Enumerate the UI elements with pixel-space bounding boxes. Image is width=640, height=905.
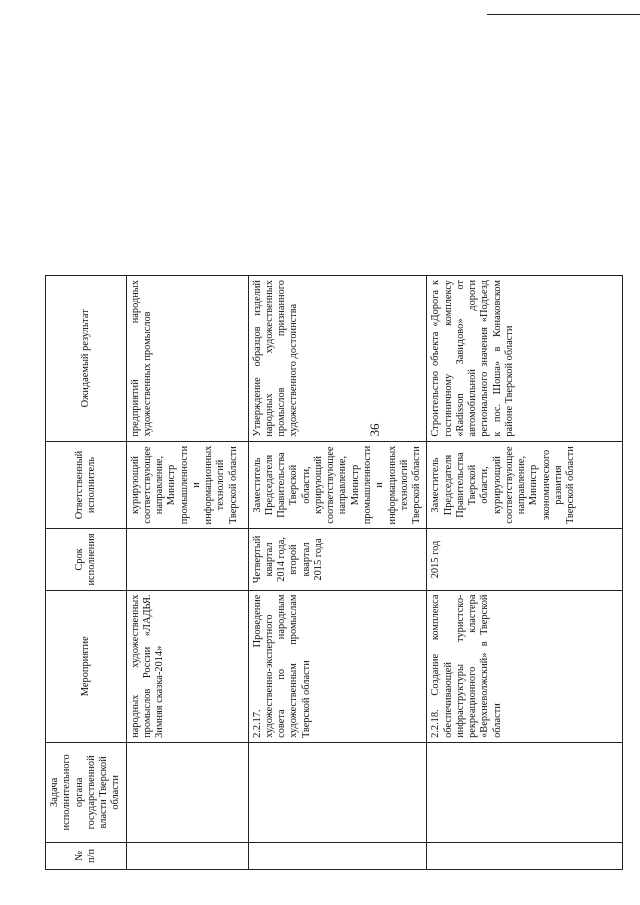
cell-task: [126, 742, 248, 842]
cell-result: Утверждение образцов изделий народных художественных промыслов признанного художественного достоинства: [248, 276, 427, 442]
header-result: Ожидаемый результат: [46, 276, 127, 442]
document-frame: [45, 34, 640, 863]
cell-result: предприятий народных художественных промыслов: [126, 276, 248, 442]
cell-num: [126, 842, 248, 869]
cell-result: Строительство объекта «Дорога к гостиничному комплексу «Radisson Завидово» от автомобильной дороги регионального значения «Подъезд к пос. Шоша» в Конаковском районе Тверской области: [427, 276, 623, 442]
table-row: [427, 276, 623, 870]
page-number: 36: [367, 423, 382, 437]
cell-event: 2.2.18. Создание комплекса обеспечивающей инфраструктуры туристско-рекреационного кластера «Верхневолжский» в Тверской области: [427, 590, 623, 742]
cell-num: [248, 842, 427, 869]
table-header-row: [46, 276, 127, 870]
measures-table: [45, 275, 623, 870]
cell-responsible: Заместитель Председателя Правительства Тверской области, курирующий соответствующее направление, Министр промышленности и информационных технологий Тверской области: [248, 441, 427, 529]
cell-num: [427, 842, 623, 869]
cell-task: [248, 742, 427, 842]
header-event: Мероприятие: [46, 590, 127, 742]
header-responsible: Ответственный исполнитель: [46, 441, 127, 529]
cell-responsible: Заместитель Председателя Правительства Тверской области, курирующий соответствующее направление, Министр экономического развития Тверской области: [427, 441, 623, 529]
header-task: Задача исполнительного органа государственной власти Тверской области: [46, 742, 127, 842]
cell-event: народных художественных промыслов России «ЛАДЬЯ. Зимняя сказка-2014»: [126, 590, 248, 742]
cell-term: 2015 год: [427, 529, 623, 590]
cell-event: 2.2.17. Проведение художественно-экспертного совета по народным художественным промыслам Тверской области: [248, 590, 427, 742]
cell-responsible: курирующий соответствующее направление, Министр промышленности и информационных технологий Тверской области: [126, 441, 248, 529]
table-row: [126, 276, 248, 870]
header-term: Срок исполнения: [46, 529, 127, 590]
top-rule: [487, 14, 640, 15]
header-num: № п/п: [46, 842, 127, 869]
cell-term: Четвертый квартал 2014 года, второй квартал 2015 года: [248, 529, 427, 590]
cell-term: [126, 529, 248, 590]
table-row: [248, 276, 427, 870]
cell-task: [427, 742, 623, 842]
